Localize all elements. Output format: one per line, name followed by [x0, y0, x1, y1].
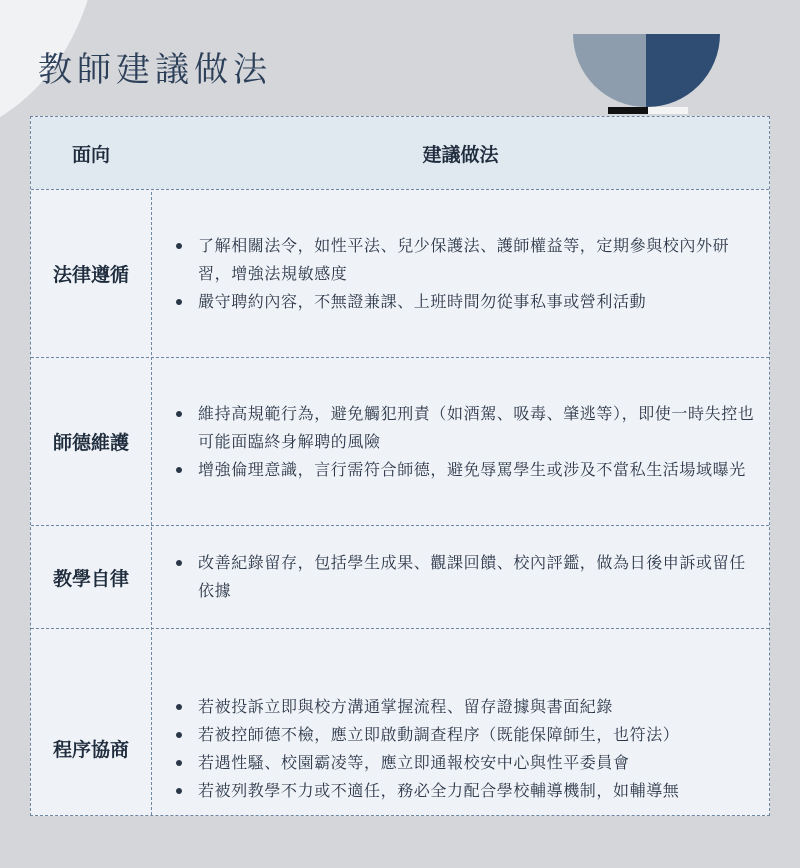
practice-item: 增強倫理意識，言行需符合師德，避免辱罵學生或涉及不當私生活場域曝光: [176, 456, 759, 484]
bowl-base-light: [648, 107, 688, 114]
table-row: [31, 628, 769, 868]
bowl-right-half: [646, 34, 720, 107]
row-aspect: 教學自律: [52, 567, 129, 590]
bowl-illustration: [573, 34, 720, 114]
row-aspect: 師德維護: [52, 432, 129, 454]
header-aspect: 面向: [71, 143, 110, 166]
row-aspect: 法律遵循: [52, 264, 129, 286]
recommendations-table: [30, 116, 770, 816]
row-practices: [152, 190, 769, 357]
practice-item: 若被投訴立即與校方溝通掌握流程、留存證據與書面紀錄: [176, 693, 679, 721]
table-row: [31, 357, 769, 525]
table-row: [31, 525, 769, 628]
practice-item: 改善紀錄留存，包括學生成果、觀課回饋、校內評鑑，做為日後申訴或留任依據: [176, 549, 759, 605]
practice-item: 若被列教學不力或不適任，務必全力配合學校輔導機制，如輔導無: [176, 777, 679, 805]
practice-item: 若遇性騷、校園霸凌等，應立即通報校安中心與性平委員會: [176, 749, 679, 777]
practice-item: 嚴守聘約內容，不無證兼課、上班時間勿從事私事或營利活動: [176, 288, 759, 316]
practice-item: 若被控師德不檢，應立即啟動調查程序（既能保障師生，也符法）: [176, 721, 679, 749]
table-header-row: [31, 117, 769, 189]
bowl-left-half: [573, 34, 646, 107]
bowl-base-dark: [608, 107, 648, 114]
row-practices: [152, 629, 769, 868]
row-practices: [152, 526, 769, 628]
practice-list: [152, 549, 769, 605]
practice-list: [152, 400, 769, 484]
practice-item: 了解相關法令，如性平法、兒少保護法、護師權益等，定期參與校內外研習，增強法規敏感度: [176, 232, 759, 288]
row-aspect: 程序協商: [52, 739, 129, 761]
page-title: 教師建議做法: [38, 50, 272, 90]
table-row: [31, 189, 769, 357]
row-practices: [152, 358, 769, 525]
practice-list: [152, 232, 769, 316]
header-practice: 建議做法: [422, 143, 499, 166]
practice-list: [152, 693, 689, 805]
practice-item: 維持高規範行為，避免觸犯刑責（如酒駕、吸毒、肇逃等），即使一時失控也可能面臨終身解聘的風險: [176, 400, 759, 456]
